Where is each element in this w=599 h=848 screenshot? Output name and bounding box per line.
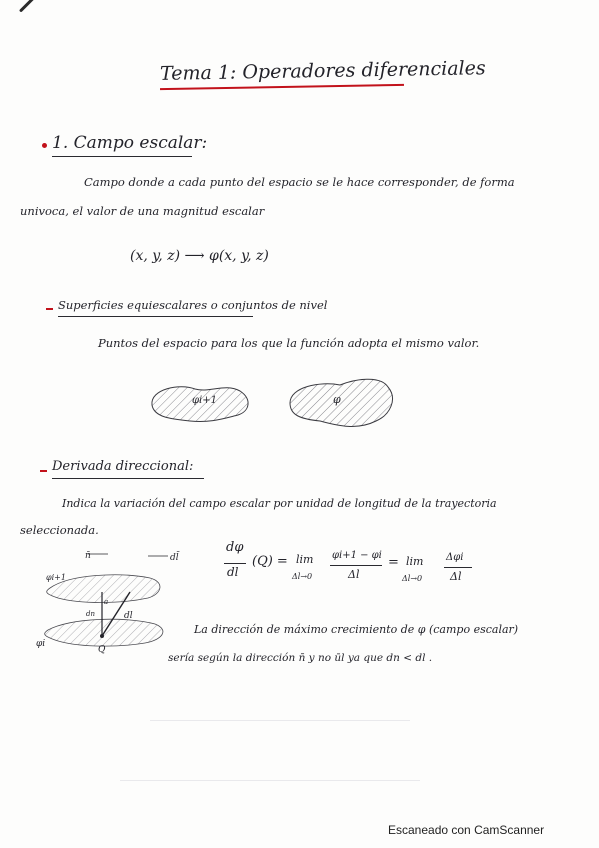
level-label-2: φ — [333, 393, 341, 406]
subsection-heading: Superficies equiescalares o conjuntos de nivel — [58, 298, 328, 312]
fraction-1-numerator: φi+1 − φi — [332, 550, 382, 561]
subsection-dash — [46, 308, 53, 310]
lhs-argument: (Q) = — [252, 554, 288, 569]
mapping-formula: (x, y, z) ⟶ φ(x, y, z) — [130, 248, 269, 264]
definition-line-2: univoca, el valor de una magnitud escalar — [20, 204, 265, 218]
limit-1-sub: Δl→0 — [292, 572, 313, 581]
heading-underline — [52, 478, 204, 479]
limit-1: lim — [296, 553, 314, 566]
derivative-text-line-1: Indica la variación del campo escalar por unidad de longitud de la trayectoria — [62, 497, 497, 510]
level-surface-2 — [290, 379, 392, 426]
level-label-1: φi+1 — [192, 395, 217, 406]
n-vector-label: n̄ — [85, 551, 91, 561]
conclusion-line-1: La dirección de máximo crecimiento de φ (campo escalar) — [194, 623, 519, 636]
point-q — [100, 634, 104, 638]
dl-label: dl — [124, 611, 133, 621]
dl-vector-label: dl̄ — [170, 553, 179, 563]
fraction-bar — [444, 567, 472, 568]
scanner-watermark: Escaneado con CamScanner — [388, 823, 545, 837]
pen-mark — [19, 0, 42, 13]
title-underline — [160, 84, 404, 90]
phi-top-label: φi+1 — [46, 573, 66, 582]
equals-sign: = — [388, 555, 399, 570]
level-set-sketch — [140, 375, 430, 435]
a-label: a — [104, 598, 109, 606]
bleed-through-line — [120, 780, 420, 781]
bleed-through-line — [150, 720, 410, 721]
section-bullet — [42, 143, 47, 148]
fraction-1-denominator: Δl — [348, 568, 360, 581]
heading-underline — [58, 316, 253, 317]
derivative-formula — [220, 540, 520, 600]
conclusion-line-2: sería según la dirección n̄ y no ūl ya que dn < dl . — [168, 652, 433, 664]
subsection-dash — [40, 470, 47, 472]
section-heading: 1. Campo escalar: — [52, 133, 208, 153]
lhs-numerator: dφ — [226, 540, 244, 555]
fraction-bar — [224, 563, 246, 564]
fraction-2-numerator: Δφi — [446, 552, 464, 563]
subsection-heading: Derivada direccional: — [52, 459, 194, 474]
limit-2: lim — [406, 555, 424, 568]
limit-2-sub: Δl→0 — [402, 574, 423, 583]
phi-bottom-label: φi — [36, 639, 46, 649]
heading-underline — [52, 156, 192, 157]
q-label: Q — [98, 645, 106, 655]
dn-label: dn — [86, 610, 95, 618]
derivative-text-line-2: seleccionada. — [20, 523, 99, 537]
definition-line-1: Campo donde a cada punto del espacio se le hace corresponder, de forma — [84, 175, 515, 189]
fraction-bar — [330, 565, 382, 566]
fraction-2-denominator: Δl — [450, 570, 462, 583]
page-title: Tema 1: Operadores diferenciales — [159, 57, 486, 85]
derivative-diagram — [30, 548, 190, 658]
lhs-denominator: dl — [227, 565, 239, 579]
surfaces-text: Puntos del espacio para los que la función adopta el mismo valor. — [98, 336, 480, 350]
